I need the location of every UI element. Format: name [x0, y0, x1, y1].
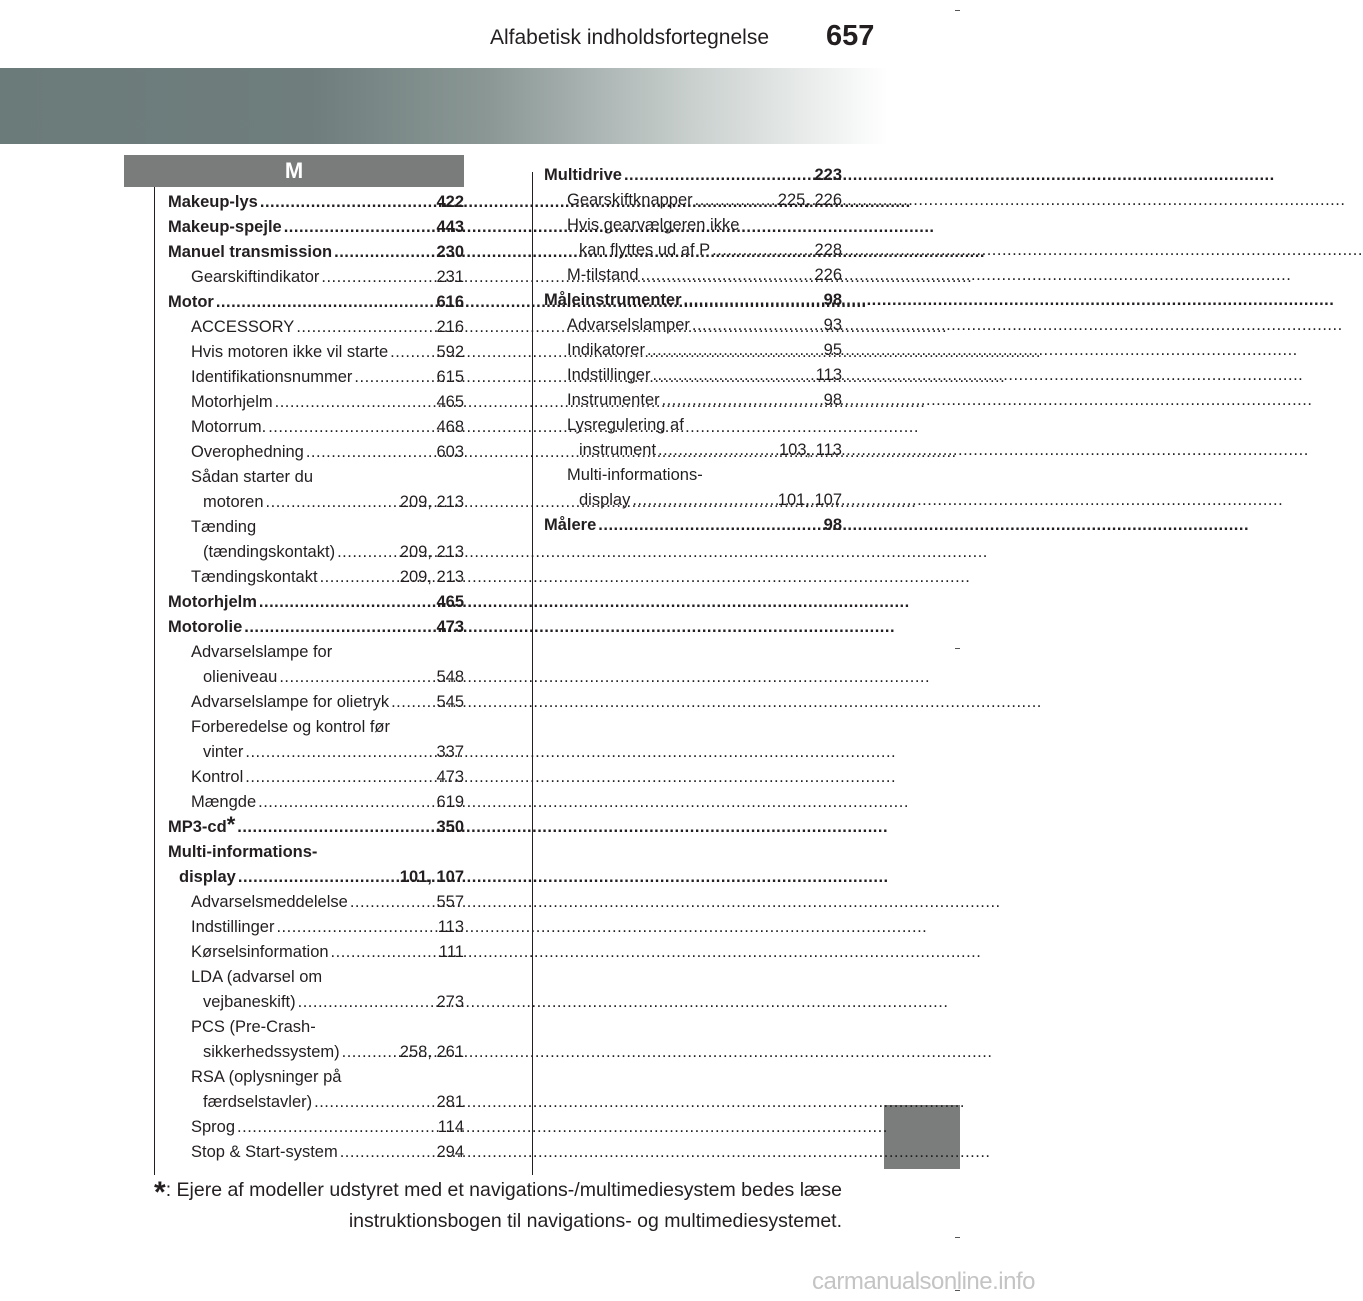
index-entry-term: Advarselslamper [567, 316, 690, 334]
dot-leader [268, 415, 434, 440]
index-entry [168, 465, 464, 490]
index-entry-page: 226 [814, 266, 842, 284]
index-entry [168, 1140, 464, 1165]
index-entry [168, 890, 464, 915]
index-entry-term: Stop & Start-system [191, 1143, 338, 1161]
index-entry-term: Motorrum. [191, 418, 267, 436]
dot-leader [266, 490, 398, 515]
dot-leader [342, 1040, 398, 1065]
index-entry [168, 615, 464, 640]
dot-leader [695, 188, 776, 213]
index-entry-term: Tænding [191, 518, 257, 536]
index-entry-term: Motorhjelm [168, 593, 257, 611]
index-entry [168, 690, 464, 715]
crop-mark [955, 648, 960, 649]
index-entry [168, 1090, 464, 1115]
index-entry-page: 616 [436, 293, 464, 311]
index-entry-page: 231 [436, 268, 464, 286]
index-entry [168, 740, 464, 765]
dot-leader [321, 265, 434, 290]
index-entry-page: 113 [437, 918, 464, 936]
index-entry [168, 965, 464, 990]
index-entry-page: 473 [436, 618, 464, 636]
index-entry-page: 473 [436, 768, 464, 786]
index-entry-term: Indikatorer [567, 341, 645, 359]
index-entry [168, 840, 464, 865]
index-entry-term: Gearskiftknapper [567, 191, 693, 209]
index-entry-page: 422 [436, 193, 464, 211]
dot-leader [258, 790, 434, 815]
index-entry-term: Hvis gearvælgeren ikke [567, 216, 740, 234]
index-entry [168, 640, 464, 665]
index-entry-term: Lysregulering af [567, 416, 684, 434]
index-entry [544, 338, 842, 363]
index-entry [168, 765, 464, 790]
index-entry [168, 990, 464, 1015]
column-rule-left [154, 187, 155, 1175]
index-entry [168, 665, 464, 690]
section-letter-header: M [124, 155, 464, 187]
index-entry-term: MP3-cd [168, 818, 227, 836]
index-entry [544, 213, 842, 238]
dot-leader [652, 363, 813, 388]
index-entry [168, 915, 464, 940]
index-entry-term: vinter [203, 743, 244, 761]
index-entry-term: Kontrol [191, 768, 244, 786]
page-title: Alfabetisk indholdsfortegnelse [490, 26, 770, 49]
index-entry-term: kan flyttes ud af P [579, 241, 711, 259]
index-entry [168, 440, 464, 465]
index-entry [168, 1015, 464, 1040]
index-entry-term: Instrumenter [567, 391, 660, 409]
dot-leader [279, 665, 434, 690]
dot-leader [275, 390, 435, 415]
index-entry [168, 415, 464, 440]
index-entry-term: Gearskiftindikator [191, 268, 320, 286]
index-entry-page: 273 [436, 993, 464, 1011]
dot-leader [692, 313, 822, 338]
dot-leader [284, 215, 435, 240]
dot-leader [391, 690, 434, 715]
dot-leader [237, 1115, 436, 1140]
index-entry-page: 101, 107 [777, 491, 842, 509]
index-entry [168, 1115, 464, 1140]
index-entry-term: ACCESSORY [191, 318, 295, 336]
dot-leader [624, 163, 813, 188]
index-entry-page: 209, 213 [399, 568, 464, 586]
index-entry [544, 488, 842, 513]
index-entry [168, 190, 464, 215]
dot-leader [390, 340, 434, 365]
decorative-banner [0, 68, 888, 144]
dot-leader [320, 565, 398, 590]
index-entry-term: Advarselslampe for [191, 643, 333, 661]
index-entry-term: Indstillinger [191, 918, 275, 936]
index-entry-term: M-tilstand [567, 266, 639, 284]
index-entry-page: 465 [436, 593, 464, 611]
dot-leader [354, 365, 434, 390]
footnote-mark: * [154, 1176, 166, 1209]
index-entry-page: 468 [436, 418, 464, 436]
dot-leader [641, 263, 813, 288]
index-entry-page: 223 [814, 166, 842, 184]
footnote-line-1 [110, 1176, 842, 1207]
index-column-right [544, 163, 842, 538]
index-entry-term: RSA (oplysninger på [191, 1068, 342, 1086]
index-entry-page: 294 [436, 1143, 464, 1161]
index-entry-page: 209, 213 [399, 493, 464, 511]
crop-mark [955, 1237, 960, 1238]
dot-leader [647, 338, 822, 363]
index-entry-term: Overophedning [191, 443, 304, 461]
index-entry [168, 390, 464, 415]
index-entry [544, 463, 842, 488]
watermark-text: carmanualsonline.info [812, 1268, 1035, 1295]
index-entry-term: (tændingskontakt) [203, 543, 336, 561]
index-entry-term: display [179, 868, 236, 886]
index-entry: MP3-cd * ..... 350 [168, 815, 464, 840]
index-entry-page: 592 [436, 343, 464, 361]
index-entry [544, 288, 842, 313]
index-entry-page: 258, 261 [399, 1043, 464, 1061]
dot-leader [314, 1090, 434, 1115]
index-entry [168, 540, 464, 565]
index-entry-page: 114 [437, 1118, 464, 1136]
index-entry-page: 548 [436, 668, 464, 686]
index-entry-page: 93 [823, 316, 842, 334]
index-entry-term: instrument [579, 441, 657, 459]
index-entry-page: 281 [436, 1093, 464, 1111]
dot-leader [684, 288, 822, 313]
index-entry [168, 490, 464, 515]
index-entry-page: 350 [436, 818, 464, 836]
index-entry-term: Motorhjelm [191, 393, 273, 411]
index-entry-page: 216 [436, 318, 464, 336]
index-entry-page: 228 [814, 241, 842, 259]
dot-leader [632, 488, 775, 513]
index-entry-term: Sådan starter du [191, 468, 313, 486]
index-entry-page: 111 [438, 943, 464, 961]
index-entry-term: Identifikationsnummer [191, 368, 353, 386]
index-entry [168, 290, 464, 315]
index-entry [168, 240, 464, 265]
dot-leader [260, 190, 435, 215]
index-entry-term: Indstillinger [567, 366, 651, 384]
index-entry-term: motoren [203, 493, 264, 511]
index-entry [544, 388, 842, 413]
index-entry-page: 98 [823, 391, 842, 409]
index-entry-page: 113 [815, 366, 842, 384]
index-entry-term: Multidrive [544, 166, 622, 184]
dot-leader [598, 513, 821, 538]
dot-leader [238, 865, 398, 890]
index-entry-term: Advarselsmeddelelse [191, 893, 348, 911]
footnote-text-1: : Ejere af modeller udstyret med et navigations-/multimediesystem bedes læse [165, 1179, 842, 1201]
index-entry-term: Målere [544, 516, 597, 534]
index-entry-term: Makeup-spejle [168, 218, 282, 236]
index-entry-page: 465 [436, 393, 464, 411]
index-entry [544, 363, 842, 388]
index-entry-term: olieniveau [203, 668, 278, 686]
dot-leader [244, 615, 434, 640]
index-entry-page: 225, 226 [777, 191, 842, 209]
index-entry-term: Makeup-lys [168, 193, 258, 211]
dot-leader [296, 315, 434, 340]
index-entry-term: PCS (Pre-Crash- [191, 1018, 316, 1036]
index-column-left [168, 190, 464, 1165]
index-entry-page: 443 [436, 218, 464, 236]
index-entry [168, 215, 464, 240]
dot-leader [340, 1140, 435, 1165]
index-entry-page: 230 [436, 243, 464, 261]
dot-leader [337, 540, 398, 565]
index-entry [168, 715, 464, 740]
index-entry [544, 238, 842, 263]
dot-leader [306, 440, 435, 465]
index-entry [168, 565, 464, 590]
index-entry-term: Kørselsinformation [191, 943, 329, 961]
index-entry [544, 313, 842, 338]
index-entry-term: Multi-informations- [567, 466, 703, 484]
index-entry-page: 615 [436, 368, 464, 386]
index-entry-term: sikkerhedssystem) [203, 1043, 340, 1061]
index-entry [168, 315, 464, 340]
dot-leader [216, 290, 435, 315]
index-entry-term: vejbaneskift) [203, 993, 296, 1011]
dot-leader [331, 940, 437, 965]
index-entry [544, 413, 842, 438]
page-number: 657 [826, 20, 875, 52]
index-entry-page: 337 [436, 743, 464, 761]
index-entry [168, 790, 464, 815]
index-entry-term: Motor [168, 293, 214, 311]
index-entry-term: Multi-informations- [168, 843, 318, 861]
dot-leader [334, 240, 434, 265]
dot-leader [350, 890, 435, 915]
index-entry-page: 545 [436, 693, 464, 711]
dot-leader [276, 915, 435, 940]
index-entry [168, 365, 464, 390]
index-entry [544, 438, 842, 463]
dot-leader [662, 388, 822, 413]
index-entry-page: 98 [823, 291, 842, 309]
index-entry-page: 98 [823, 516, 842, 534]
index-entry-term: display [579, 491, 631, 509]
index-entry-term: Hvis motoren ikke vil starte [191, 343, 389, 361]
index-entry-page: 95 [823, 341, 842, 359]
dot-leader [245, 765, 434, 790]
index-entry [544, 163, 842, 188]
dot-leader [298, 990, 435, 1015]
footnote-line-2: instruktionsbogen til navigations- og multimediesystemet. [348, 1210, 842, 1232]
dot-leader [259, 590, 435, 615]
index-entry-term: Mængde [191, 793, 257, 811]
crop-mark [955, 10, 960, 11]
index-entry-page: 619 [436, 793, 464, 811]
footnote [110, 1176, 842, 1235]
dot-leader [237, 815, 434, 840]
index-entry [168, 1065, 464, 1090]
dot-leader [245, 740, 434, 765]
index-entry [168, 515, 464, 540]
index-entry-page: 209, 213 [399, 543, 464, 561]
index-entry-term: færdselstavler) [203, 1093, 313, 1111]
index-entry [544, 263, 842, 288]
index-entry-page: 603 [436, 443, 464, 461]
index-entry-term: Manuel transmission [168, 243, 333, 261]
index-entry-page: 103, 113 [778, 441, 842, 459]
index-entry-term: Tændingskontakt [191, 568, 318, 586]
index-entry [168, 340, 464, 365]
index-entry-term: Forberedelse og kontrol før [191, 718, 391, 736]
dot-leader [712, 238, 812, 263]
index-entry-page: 557 [436, 893, 464, 911]
index-entry [168, 1040, 464, 1065]
index-entry [168, 590, 464, 615]
index-entry-page: 101, 107 [399, 868, 464, 886]
index-entry-term: Advarselslampe for olietryk [191, 693, 390, 711]
index-entry-term: Sprog [191, 1118, 236, 1136]
index-entry-term: LDA (advarsel om [191, 968, 323, 986]
index-entry [544, 188, 842, 213]
index-entry-term: Motorolie [168, 618, 243, 636]
dot-leader [658, 438, 777, 463]
index-entry [544, 513, 842, 538]
index-entry [168, 265, 464, 290]
page-header [0, 0, 960, 62]
index-entry [168, 865, 464, 890]
index-entry-term: Måleinstrumenter [544, 291, 682, 309]
index-entry [168, 940, 464, 965]
